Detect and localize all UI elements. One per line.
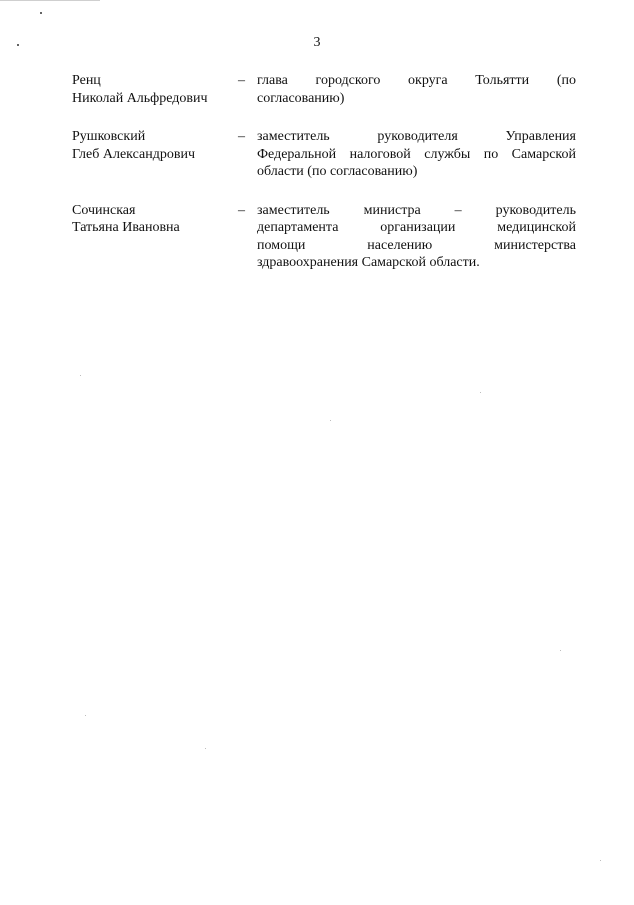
- scan-noise-dot: [600, 860, 601, 861]
- member-list: [72, 72, 576, 293]
- member-given-names: Татьяна Ивановна: [72, 220, 180, 235]
- member-entry: [72, 128, 576, 181]
- scan-noise-dot: [80, 375, 81, 376]
- position-line: здравоохранения Самарской области.: [257, 255, 480, 270]
- entry-dash: –: [238, 73, 245, 88]
- position-line: помощи населению министерства: [257, 237, 576, 253]
- member-position: [257, 128, 576, 181]
- position-line: области (по согласованию): [257, 164, 418, 179]
- scan-noise-dot: [85, 715, 86, 716]
- scan-speck: [40, 12, 42, 14]
- member-name: [72, 72, 237, 107]
- scan-edge-line: [0, 0, 100, 1]
- entry-dash: –: [238, 202, 245, 218]
- member-given-names: Николай Альфредович: [72, 90, 208, 106]
- member-position: [257, 202, 576, 272]
- member-surname: Рушковский: [72, 129, 146, 144]
- member-name: [72, 128, 237, 181]
- scan-noise-dot: [560, 650, 561, 651]
- scan-noise-dot: [480, 392, 481, 393]
- position-line: департамента организации медицинской: [257, 220, 576, 235]
- member-position: [257, 72, 576, 107]
- entry-dash: –: [238, 129, 245, 144]
- member-entry: [72, 202, 576, 272]
- page-number: 3: [313, 35, 321, 50]
- position-line: глава городского округа Тольятти (по: [257, 73, 576, 88]
- position-line: заместитель руководителя Управления: [257, 129, 576, 144]
- member-given-names: Глеб Александрович: [72, 146, 195, 162]
- scan-noise-dot: [205, 748, 206, 749]
- member-entry: [72, 72, 576, 107]
- member-surname: Ренц: [72, 73, 101, 88]
- position-line: согласованию): [257, 90, 345, 106]
- position-line: Федеральной налоговой службы по Самарской: [257, 146, 576, 162]
- position-line: заместитель министра – руководитель: [257, 202, 576, 218]
- member-surname: Сочинская: [72, 202, 136, 218]
- member-name: [72, 202, 237, 272]
- scan-noise-dot: [330, 420, 331, 421]
